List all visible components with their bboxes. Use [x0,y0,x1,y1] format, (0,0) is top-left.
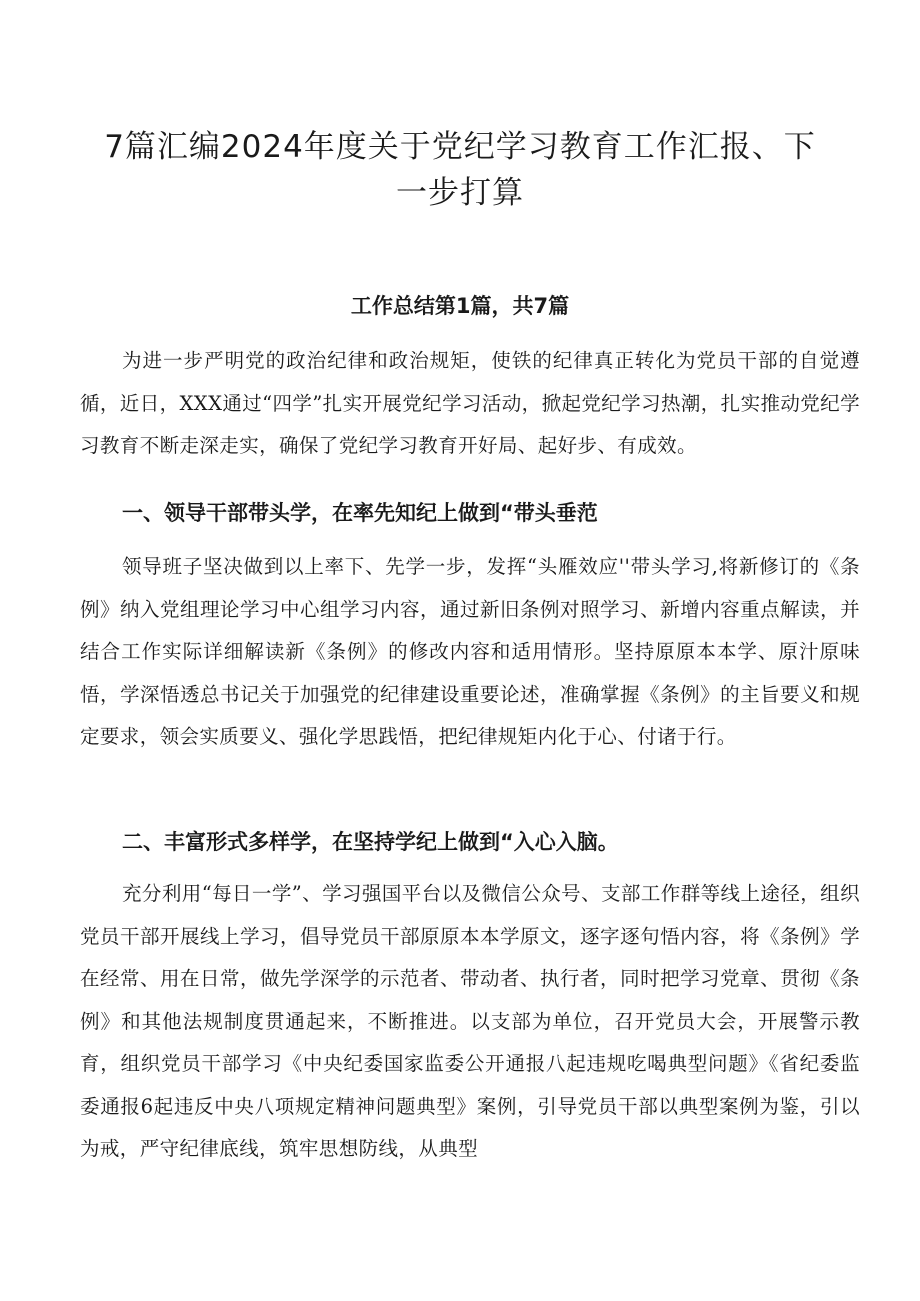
document-title: 7篇汇编2024年度关于党纪学习教育工作汇报、下一步打算 [104,129,816,211]
document-subtitle: 工作总结第1篇，共7篇 [350,294,570,318]
section-1-paragraph: 领导班子坚决做到以上率下、先学一步，发挥“头雁效应''带头学习,将新修订的《条例》纳入党组理论学习中心组学习内容，通过新旧条例对照学习、新增内容重点解读，并结合工作实际详细解读新《条例》的修改内容和适用情形。坚持原原本本学、原汁原味悟，学深悟透总书记关于加强党的纪律建设重要论述，准确掌握《条例》的主旨要义和规定要求，领会实质要义、强化学思践悟，把纪律规矩内化于心、付诸于行。 [80,555,860,748]
intro-paragraph: 为进一步严明党的政治纪律和政治规矩，使铁的纪律真正转化为党员干部的自觉遵循，近日，XXX通过“四学”扎实开展党纪学习活动，掀起党纪学习热潮，扎实推动党纪学习教育不断走深走实，确保了党纪学习教育开好局、起好步、有成效。 [80,349,860,457]
section-1-heading: 一、领导干部带头学，在率先知纪上做到“带头垂范 [122,501,598,525]
section-2-paragraph: 充分利用“每日一学”、学习强国平台以及微信公众号、支部工作群等线上途径，组织党员干部开展线上学习，倡导党员干部原原本本学原文，逐字逐句悟内容，将《条例》学在经常、用在日常，做先学深学的示范者、带动者、执行者，同时把学习党章、贯彻《条例》和其他法规制度贯通起来，不断推进。以支部为单位，召开党员大会，开展警示教育，组织党员干部学习《中央纪委国家监委公开通报八起违规吃喝典型问题》《省纪委监委通报6起违反中央八项规定精神问题典型》案例，引导党员干部以典型案例为鉴，引以为戒，严守纪律底线，筑牢思想防线，从典型 [80,882,860,1160]
section-2-heading: 二、丰富形式多样学，在坚持学纪上做到“入心入脑。 [122,830,619,854]
